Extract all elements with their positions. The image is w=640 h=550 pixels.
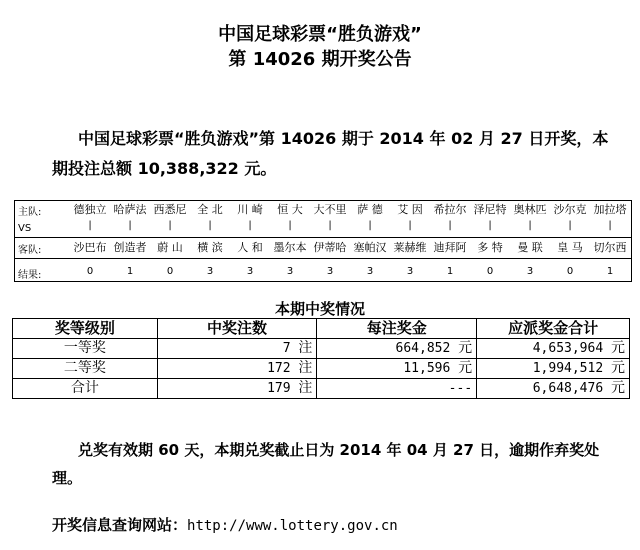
home-team: 沙尔克 bbox=[553, 203, 587, 216]
prize-total: 4,653,964 元 bbox=[477, 339, 630, 359]
home-row-label: 主队: bbox=[18, 207, 42, 218]
site-url-link[interactable]: http://www.lottery.gov.cn bbox=[187, 518, 398, 534]
match-result: 0 bbox=[166, 266, 174, 277]
match-result: 3 bbox=[246, 266, 254, 277]
match-result: 3 bbox=[366, 266, 374, 277]
prize-count: 7 注 bbox=[157, 339, 317, 359]
vs-separator: | bbox=[408, 220, 412, 231]
match-grid bbox=[14, 200, 632, 282]
match-result: 1 bbox=[126, 266, 134, 277]
grid-rule bbox=[14, 281, 632, 282]
away-team: 横 滨 bbox=[197, 241, 223, 254]
away-team: 多 特 bbox=[477, 241, 503, 254]
home-team: 哈萨法 bbox=[113, 203, 147, 216]
home-team: 全 北 bbox=[197, 203, 223, 216]
prize-count: 172 注 bbox=[157, 359, 317, 379]
away-team: 塞帕汉 bbox=[353, 241, 387, 254]
home-team: 萨 德 bbox=[357, 203, 383, 216]
prize-table bbox=[12, 318, 630, 399]
prize-caption: 本期中奖情况 bbox=[274, 300, 365, 318]
home-team: 艾 因 bbox=[397, 203, 423, 216]
vs-separator: | bbox=[568, 220, 572, 231]
prize-level: 合计 bbox=[13, 379, 158, 399]
prize-per: 11,596 元 bbox=[317, 359, 477, 379]
announcement-subtitle: 第 14026 期开奖公告 bbox=[228, 49, 412, 70]
vs-separator: | bbox=[328, 220, 332, 231]
away-team: 切尔西 bbox=[593, 241, 627, 254]
match-result: 3 bbox=[406, 266, 414, 277]
match-result: 0 bbox=[566, 266, 574, 277]
announcement-title: 中国足球彩票“胜负游戏” bbox=[218, 24, 422, 45]
result-row-label: 结果: bbox=[18, 270, 42, 281]
grid-rule bbox=[14, 200, 15, 282]
match-result: 1 bbox=[606, 266, 614, 277]
vs-separator: | bbox=[368, 220, 372, 231]
home-team: 加拉塔 bbox=[593, 203, 627, 216]
home-team: 德独立 bbox=[73, 203, 107, 216]
home-team: 奥林匹 bbox=[513, 203, 547, 216]
table-row bbox=[13, 339, 630, 359]
match-result: 3 bbox=[286, 266, 294, 277]
table-row bbox=[13, 359, 630, 379]
away-team: 人 和 bbox=[237, 241, 263, 254]
home-team: 恒 大 bbox=[277, 203, 303, 216]
away-team: 曼 联 bbox=[517, 241, 543, 254]
match-result: 1 bbox=[446, 266, 454, 277]
home-team: 大不里 bbox=[313, 203, 347, 216]
away-team: 伊蒂哈 bbox=[313, 241, 347, 254]
vs-separator: | bbox=[168, 220, 172, 231]
vs-separator: | bbox=[448, 220, 452, 231]
match-result: 0 bbox=[86, 266, 94, 277]
match-result: 3 bbox=[206, 266, 214, 277]
header-total: 应派奖金合计 bbox=[477, 319, 630, 339]
intro-text: 中国足球彩票“胜负游戏”第 14026 期于 2014 年 02 月 27 日开奖，本期投注总额 10,388,322 元。 bbox=[52, 129, 609, 178]
away-team: 皇 马 bbox=[557, 241, 583, 254]
vs-separator: | bbox=[248, 220, 252, 231]
prize-per: --- bbox=[317, 379, 477, 399]
header-count: 中奖注数 bbox=[157, 319, 317, 339]
home-team: 西悉尼 bbox=[153, 203, 187, 216]
prize-total: 6,648,476 元 bbox=[477, 379, 630, 399]
grid-rule bbox=[14, 258, 632, 259]
away-team: 蔚 山 bbox=[157, 241, 183, 254]
prize-per: 664,852 元 bbox=[317, 339, 477, 359]
vs-separator: | bbox=[88, 220, 92, 231]
vs-separator: | bbox=[488, 220, 492, 231]
away-team: 沙巴布 bbox=[73, 241, 107, 254]
match-result: 0 bbox=[486, 266, 494, 277]
prize-header-row bbox=[13, 319, 630, 339]
away-team: 迪拜阿 bbox=[433, 241, 467, 254]
site-label: 开奖信息查询网站： bbox=[52, 516, 188, 534]
claim-note-text: 兑奖有效期 60 天，本期兑奖截止日为 2014 年 04 月 27 日，逾期作弃奖处理。 bbox=[52, 441, 600, 487]
home-team: 泽尼特 bbox=[473, 203, 507, 216]
table-row bbox=[13, 379, 630, 399]
prize-count: 179 注 bbox=[157, 379, 317, 399]
intro-paragraph bbox=[52, 124, 612, 184]
away-team: 莱赫维 bbox=[393, 241, 427, 254]
header-level: 奖等级别 bbox=[13, 319, 158, 339]
match-result: 3 bbox=[526, 266, 534, 277]
home-team: 希拉尔 bbox=[433, 203, 467, 216]
vs-separator: | bbox=[128, 220, 132, 231]
away-team: 墨尔本 bbox=[273, 241, 307, 254]
vs-row-label: VS bbox=[18, 223, 32, 234]
header-per: 每注奖金 bbox=[317, 319, 477, 339]
info-site bbox=[52, 514, 398, 535]
away-row-label: 客队: bbox=[18, 245, 42, 256]
grid-rule bbox=[631, 200, 632, 282]
prize-total: 1,994,512 元 bbox=[477, 359, 630, 379]
vs-separator: | bbox=[528, 220, 532, 231]
prize-level: 一等奖 bbox=[13, 339, 158, 359]
vs-separator: | bbox=[208, 220, 212, 231]
vs-separator: | bbox=[288, 220, 292, 231]
grid-rule bbox=[14, 237, 632, 238]
vs-separator: | bbox=[608, 220, 612, 231]
prize-level: 二等奖 bbox=[13, 359, 158, 379]
claim-note bbox=[52, 436, 622, 492]
away-team: 创造者 bbox=[113, 241, 147, 254]
home-team: 川 崎 bbox=[237, 203, 263, 216]
match-result: 3 bbox=[326, 266, 334, 277]
